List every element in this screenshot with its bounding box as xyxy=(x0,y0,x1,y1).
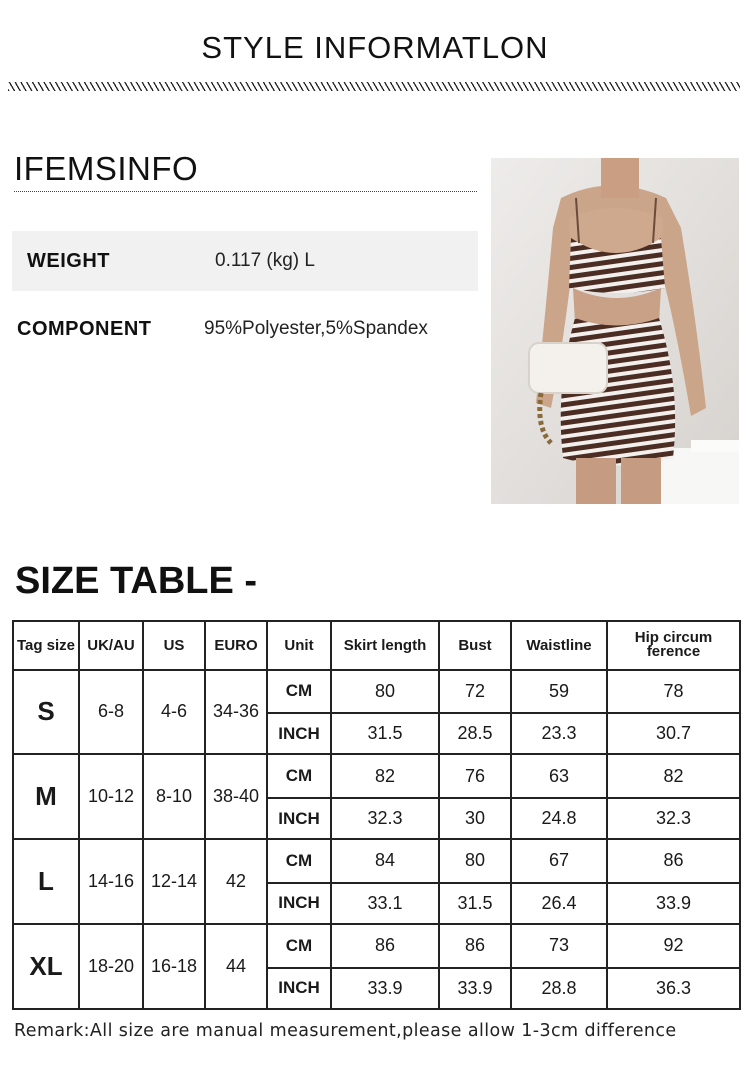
euro-cell: 42 xyxy=(205,839,267,924)
weight-label: WEIGHT xyxy=(27,250,110,272)
unit-cell: INCH xyxy=(267,883,331,924)
unit-cell: CM xyxy=(267,670,331,713)
header-skirt-length: Skirt length xyxy=(331,621,439,670)
page-title: STYLE INFORMATLON xyxy=(201,30,549,65)
us-cell: 4-6 xyxy=(143,670,205,755)
tag-size-cell: M xyxy=(13,754,79,839)
header-bust: Bust xyxy=(439,621,511,670)
waistline-cell: 73 xyxy=(511,924,607,967)
table-row xyxy=(13,754,740,797)
waistline-cell: 26.4 xyxy=(511,883,607,924)
hip-cell: 36.3 xyxy=(607,968,740,1009)
waistline-cell: 24.8 xyxy=(511,798,607,839)
skirt-length-cell: 33.9 xyxy=(331,968,439,1009)
hip-cell: 33.9 xyxy=(607,883,740,924)
component-label: COMPONENT xyxy=(17,318,152,340)
hatched-divider xyxy=(8,82,740,91)
waistline-cell: 67 xyxy=(511,839,607,882)
size-table xyxy=(12,620,741,1010)
skirt-length-cell: 32.3 xyxy=(331,798,439,839)
header-uk-au: UK/AU xyxy=(79,621,143,670)
unit-cell: CM xyxy=(267,754,331,797)
header-waistline: Waistline xyxy=(511,621,607,670)
info-section-title: IFEMSINFO xyxy=(14,150,199,187)
weight-value: 0.117 (kg) L xyxy=(215,250,315,271)
remark-text: Remark:All size are manual measurement,please allow 1-3cm difference xyxy=(14,1021,677,1041)
bust-cell: 28.5 xyxy=(439,713,511,754)
waistline-cell: 28.8 xyxy=(511,968,607,1009)
tag-size-cell: S xyxy=(13,670,79,755)
waistline-cell: 23.3 xyxy=(511,713,607,754)
table-row xyxy=(13,670,740,713)
hip-cell: 86 xyxy=(607,839,740,882)
bust-cell: 33.9 xyxy=(439,968,511,1009)
product-photo xyxy=(491,158,739,504)
header-euro: EURO xyxy=(205,621,267,670)
header-tag-size: Tag size xyxy=(13,621,79,670)
tag-size-cell: L xyxy=(13,839,79,924)
us-cell: 8-10 xyxy=(143,754,205,839)
unit-cell: INCH xyxy=(267,968,331,1009)
hip-cell: 92 xyxy=(607,924,740,967)
weight-row xyxy=(12,231,478,291)
uk-au-cell: 10-12 xyxy=(79,754,143,839)
bust-cell: 72 xyxy=(439,670,511,713)
hip-cell: 82 xyxy=(607,754,740,797)
us-cell: 12-14 xyxy=(143,839,205,924)
hip-cell: 32.3 xyxy=(607,798,740,839)
header-us: US xyxy=(143,621,205,670)
table-header-row xyxy=(13,621,740,670)
bust-cell: 86 xyxy=(439,924,511,967)
uk-au-cell: 6-8 xyxy=(79,670,143,755)
skirt-length-cell: 84 xyxy=(331,839,439,882)
uk-au-cell: 14-16 xyxy=(79,839,143,924)
hip-cell: 30.7 xyxy=(607,713,740,754)
uk-au-cell: 18-20 xyxy=(79,924,143,1009)
unit-cell: INCH xyxy=(267,713,331,754)
skirt-length-cell: 86 xyxy=(331,924,439,967)
euro-cell: 44 xyxy=(205,924,267,1009)
skirt-length-cell: 80 xyxy=(331,670,439,713)
us-cell: 16-18 xyxy=(143,924,205,1009)
waistline-cell: 59 xyxy=(511,670,607,713)
component-value: 95%Polyester,5%Spandex xyxy=(204,318,428,339)
euro-cell: 38-40 xyxy=(205,754,267,839)
component-row xyxy=(12,299,478,359)
header-hip-circumference: Hip circum ference xyxy=(607,621,740,670)
skirt-length-cell: 31.5 xyxy=(331,713,439,754)
size-table-title: SIZE TABLE - xyxy=(15,560,258,602)
skirt-length-cell: 33.1 xyxy=(331,883,439,924)
bust-cell: 80 xyxy=(439,839,511,882)
bust-cell: 30 xyxy=(439,798,511,839)
bust-cell: 76 xyxy=(439,754,511,797)
table-row xyxy=(13,924,740,967)
skirt-length-cell: 82 xyxy=(331,754,439,797)
euro-cell: 34-36 xyxy=(205,670,267,755)
bust-cell: 31.5 xyxy=(439,883,511,924)
tag-size-cell: XL xyxy=(13,924,79,1009)
info-divider xyxy=(14,191,477,192)
unit-cell: CM xyxy=(267,839,331,882)
waistline-cell: 63 xyxy=(511,754,607,797)
table-row xyxy=(13,839,740,882)
unit-cell: INCH xyxy=(267,798,331,839)
header-unit: Unit xyxy=(267,621,331,670)
unit-cell: CM xyxy=(267,924,331,967)
hip-cell: 78 xyxy=(607,670,740,713)
